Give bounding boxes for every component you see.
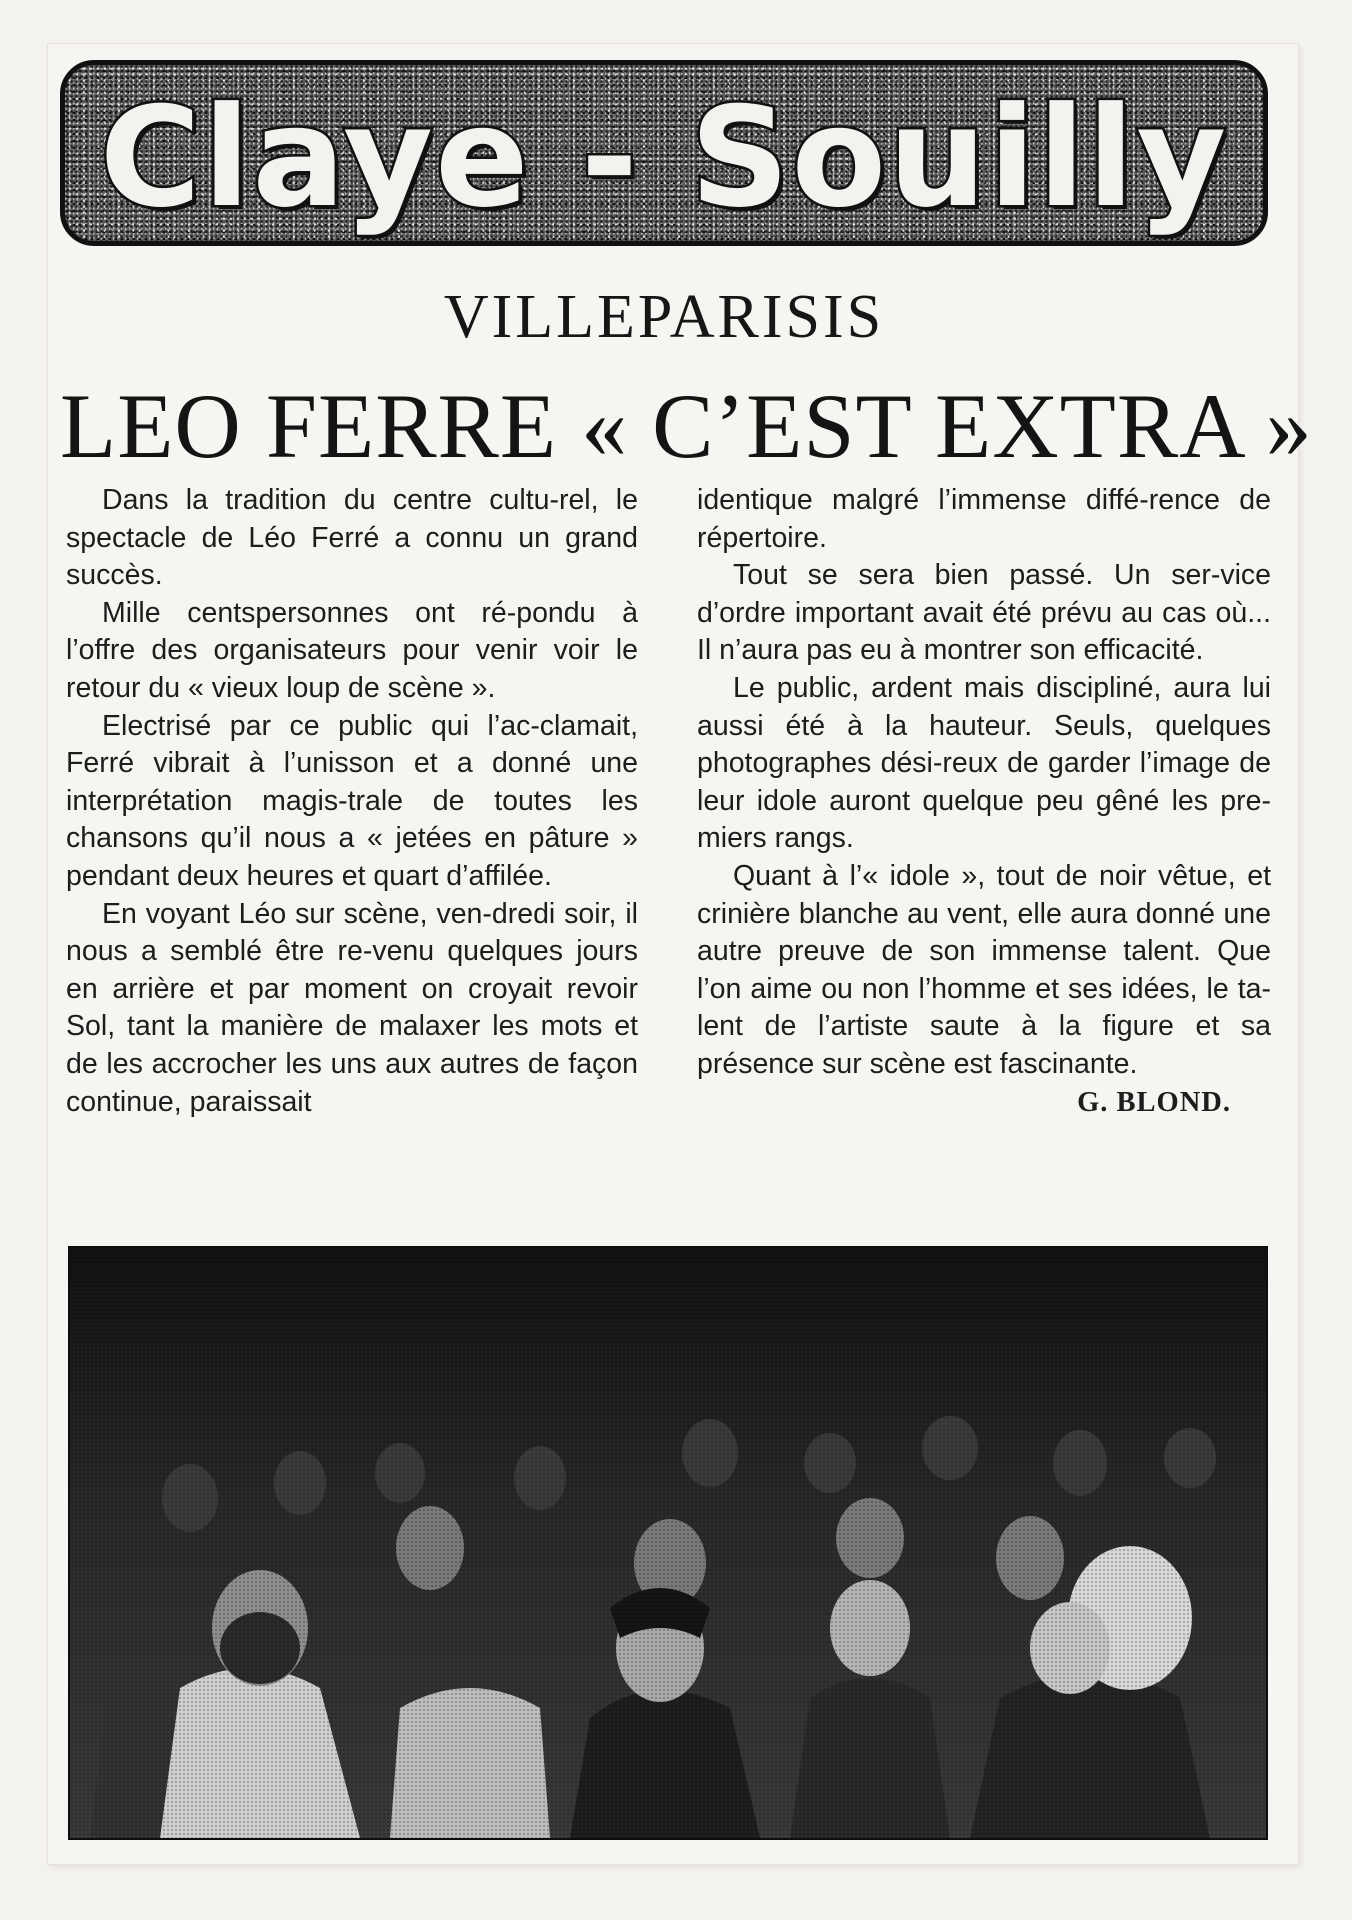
paragraph: Le public, ardent mais discipliné, aura lui aussi été à la hauteur. Seuls, quelques photographes dési-reux de garder l’image de leur idole auront quelque peu gêné les pre-miers rangs.: [697, 671, 1271, 855]
paragraph: Quant à l’« idole », tout de noir vêtue, et crinière blanche au vent, elle aura donné une autre preuve de son immense talent. Que l’on aime ou non l’homme et ses idées, le ta-lent de l’artiste saute à la figure et sa présence sur scène est fascinante.: [697, 859, 1271, 1080]
audience-photo-illustration: [70, 1248, 1266, 1838]
paragraph: Electrisé par ce public qui l’ac-clamait, Ferré vibrait à l’unisson et a donné une interprétation magis-trale de toutes les chansons qu’il nous a « jetées en pâture » pendant deux heures et quart d’affilée.: [66, 709, 638, 892]
author-signature: G. BLOND.: [1077, 1086, 1231, 1118]
article-kicker: VILLEPARISIS: [443, 283, 885, 351]
article-column-left: [66, 482, 638, 1121]
audience-photo: [68, 1246, 1268, 1840]
paragraph: En voyant Léo sur scène, ven-dredi soir, il nous a semblé être re-venu quelques jours en arrière et par moment on croyait revoir Sol, tant la manière de malaxer les mots et de les accrocher les uns aux autres de façon continue, paraissait: [66, 897, 638, 1118]
paragraph: Mille centspersonnes ont ré-pondu à l’offre des organisateurs pour venir voir le retour du « vieux loup de scène ».: [66, 596, 638, 704]
article-column-right: [697, 482, 1271, 1121]
paragraph: Dans la tradition du centre cultu-rel, le spectacle de Léo Ferré a connu un grand succès.: [66, 484, 638, 592]
banner-title: Claye - Souilly: [99, 77, 1229, 238]
paragraph: Tout se sera bien passé. Un ser-vice d’ordre important avait été prévu au cas où... Il n’aura pas eu à montrer son efficacité.: [697, 559, 1271, 667]
paragraph: identique malgré l’immense diffé-rence de répertoire.: [697, 484, 1271, 554]
article-headline: LEO FERRE « C’EST EXTRA »: [60, 375, 1313, 477]
section-banner: [60, 60, 1268, 246]
